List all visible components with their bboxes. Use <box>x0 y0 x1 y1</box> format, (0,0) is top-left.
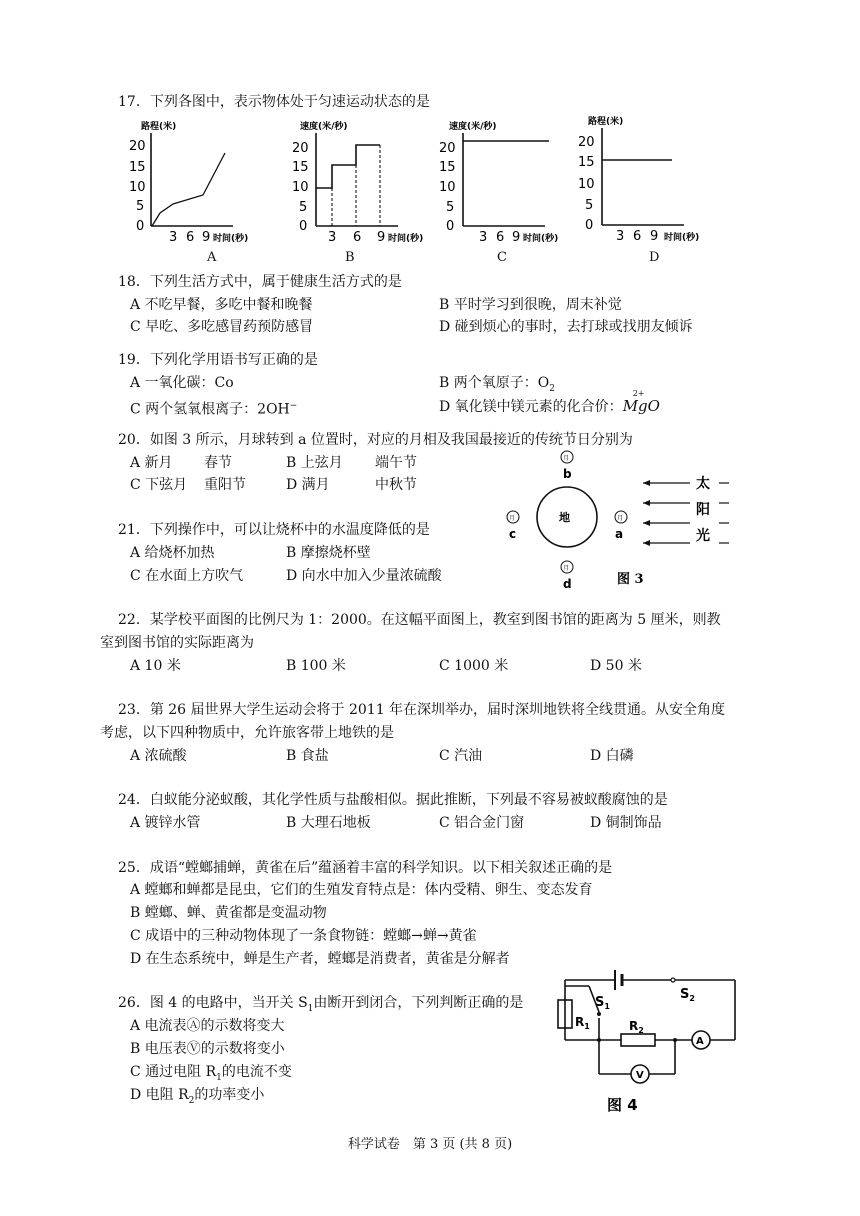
q24-option-a: A 镀锌水管 <box>130 815 201 831</box>
moon-label: 月 <box>563 565 570 572</box>
ytick: 15 <box>292 160 309 175</box>
ytick: 15 <box>439 160 456 175</box>
ytick: 0 <box>446 219 455 234</box>
q21-stem: 21．下列操作中，可以让烧杯中的水温度降低的是 <box>118 522 430 538</box>
q26-option-a: A 电流表Ⓐ的示数将变大 <box>130 1018 285 1034</box>
xlabel: 时间(秒) <box>523 234 559 244</box>
earth-label: 地 <box>559 511 570 524</box>
q18-option-d: D 碰到烦心的事时，去打球或找朋友倾诉 <box>439 319 693 335</box>
q17-graph-c <box>425 115 585 245</box>
q20-option-b-phase: B 上弦月 <box>286 455 343 471</box>
xtick: 3 <box>479 230 488 245</box>
q18-stem: 18．下列生活方式中，属于健康生活方式的是 <box>118 274 402 290</box>
q25-option-b: B 螳螂、蝉、黄雀都是变温动物 <box>130 905 327 921</box>
s2-label: $S_2$ <box>680 987 695 1003</box>
xtick: 9 <box>650 229 659 244</box>
xtick: 3 <box>616 229 625 244</box>
q21-option-b: B 摩擦烧杯壁 <box>286 545 371 561</box>
q20-option-b-festival: 端午节 <box>375 455 417 471</box>
pos-d: d <box>563 577 572 591</box>
xtick: 9 <box>202 230 211 245</box>
pos-b: b <box>563 467 572 481</box>
xtick: 6 <box>496 230 505 245</box>
ytick: 10 <box>578 177 595 192</box>
q23-option-a: A 浓硫酸 <box>130 748 187 764</box>
q23-option-c: C 汽油 <box>439 748 483 764</box>
figure-4-caption: 图 4 <box>607 1096 638 1114</box>
ytick: 5 <box>136 199 145 214</box>
ytick: 20 <box>129 139 146 154</box>
q25-stem: 25．成语“螳螂捕蝉，黄雀在后”蕴涵着丰富的科学知识。以下相关叙述正确的是 <box>118 860 613 876</box>
q18-option-b: B 平时学习到很晚，周末补觉 <box>439 297 622 313</box>
q21-option-d: D 向水中加入少量浓硫酸 <box>286 568 442 584</box>
q21-option-c: C 在水面上方吹气 <box>130 568 244 584</box>
q20-option-d-phase: D 满月 <box>286 477 330 493</box>
q19-option-d: D 氧化镁中镁元素的化合价： 2+ MgO <box>439 396 660 417</box>
q19-option-b: B 两个氧原子：$O_2$ <box>439 375 555 394</box>
pos-c: c <box>509 527 517 541</box>
ytick: 15 <box>129 160 146 175</box>
xtick: 6 <box>353 230 362 245</box>
xtick: 6 <box>633 229 642 244</box>
moon-label: 月 <box>563 455 570 462</box>
ytick: 20 <box>578 135 595 150</box>
q25-option-c: C 成语中的三种动物体现了一条食物链：螳螂→蝉→黄雀 <box>130 928 477 944</box>
xlabel: 时间(秒) <box>213 234 249 244</box>
xtick: 9 <box>377 230 386 245</box>
s1-label: $S_1$ <box>595 995 610 1011</box>
ytick: 20 <box>292 141 309 156</box>
figure-3-moon-orbit <box>495 445 765 595</box>
q22-line-1: 22．某学校平面图的比例尺为 1：2000。在这幅平面图上，教室到图书馆的距离为 5 厘米，则教 <box>118 612 721 628</box>
q17-stem: 17．下列各图中，表示物体处于匀速运动状态的是 <box>118 94 430 110</box>
ytick: 10 <box>439 180 456 195</box>
sunlight-label-3: 光 <box>696 528 710 544</box>
xtick: 9 <box>512 230 521 245</box>
velocity-steps <box>316 145 380 188</box>
q19-option-a: A 一氧化碳：Co <box>130 375 234 391</box>
q20-option-c-phase: C 下弦月 <box>130 477 188 493</box>
q17-graph-b <box>280 115 440 245</box>
ammeter-label: A <box>696 1036 704 1047</box>
q17-graph-a <box>115 115 275 245</box>
q19-stem: 19．下列化学用语书写正确的是 <box>118 352 318 368</box>
xlabel: 时间(秒) <box>388 234 424 244</box>
valence-mark: 2+ <box>632 389 645 398</box>
ytick: 0 <box>585 218 594 233</box>
xlabel: 时间(秒) <box>664 233 700 243</box>
q17-caption-a: A <box>207 250 217 265</box>
q23-option-d: D 白磷 <box>590 748 634 764</box>
q23-line-1: 23．第 26 届世界大学生运动会将于 2011 年在深圳举办，届时深圳地铁将全线贯通。从安全角度 <box>118 702 726 718</box>
ylabel: 速度(米/秒) <box>300 122 348 132</box>
page-footer: 科学试卷 第 3 页 (共 8 页) <box>347 1137 513 1152</box>
q22-option-c: C 1000 米 <box>439 658 509 674</box>
moon-label: 月 <box>617 515 624 522</box>
ylabel: 路程(米) <box>141 122 177 132</box>
q17-caption-c: C <box>497 250 507 265</box>
ytick: 5 <box>299 200 308 215</box>
sunlight-arrows <box>643 483 729 543</box>
ytick: 20 <box>439 141 456 156</box>
q20-option-a-phase: A 新月 <box>130 455 173 471</box>
moon-label: 月 <box>509 515 516 522</box>
q22-option-d: D 50 米 <box>590 658 642 674</box>
q20-stem: 20．如图 3 所示，月球转到 a 位置时，对应的月相及我国最接近的传统节日分别为 <box>118 432 633 448</box>
q25-option-d: D 在生态系统中，蝉是生产者，螳螂是消费者，黄雀是分解者 <box>130 951 510 967</box>
ylabel: 速度(米/秒) <box>449 122 497 132</box>
q17-caption-d: D <box>649 250 660 265</box>
r2-label: $R_2$ <box>629 1019 644 1035</box>
q25-option-a: A 螳螂和蝉都是昆虫，它们的生殖发育特点是：体内受精、卵生、变态发育 <box>130 882 593 898</box>
ylabel: 路程(米) <box>588 117 624 127</box>
figure-4-circuit <box>555 962 755 1122</box>
ytick: 5 <box>585 198 594 213</box>
q26-stem: 26．图 4 的电路中，当开关 $S_1$由断开到闭合，下列判断正确的是 <box>118 995 524 1014</box>
q26-option-d: D 电阻 $R_2$的功率变小 <box>130 1087 265 1106</box>
q17-graph-d <box>568 110 718 245</box>
sunlight-label-1: 太 <box>696 476 710 492</box>
q24-stem: 24．白蚁能分泌蚁酸，其化学性质与盐酸相似。据此推断，下列最不容易被蚁酸腐蚀的是 <box>118 792 668 808</box>
ytick: 0 <box>136 219 145 234</box>
q20-option-d-festival: 中秋节 <box>375 477 417 493</box>
voltmeter-label: V <box>636 1070 644 1081</box>
q24-option-c: C 铝合金门窗 <box>439 815 525 831</box>
q26-option-b: B 电压表Ⓥ的示数将变小 <box>130 1041 285 1057</box>
q24-option-d: D 铜制饰品 <box>590 815 662 831</box>
sunlight-label-2: 阳 <box>696 502 710 518</box>
figure-3-caption: 图 3 <box>617 572 644 587</box>
q20-option-c-festival: 重阳节 <box>204 477 246 493</box>
pos-a: a <box>615 527 624 541</box>
ytick: 0 <box>299 219 308 234</box>
xtick: 3 <box>169 230 178 245</box>
ytick: 15 <box>578 155 595 170</box>
r1-label: $R_1$ <box>575 1015 590 1031</box>
q18-option-a: A 不吃早餐，多吃中餐和晚餐 <box>130 297 313 313</box>
q21-option-a: A 给烧杯加热 <box>130 545 215 561</box>
ytick: 10 <box>129 180 146 195</box>
q17-caption-b: B <box>345 250 355 265</box>
q24-option-b: B 大理石地板 <box>286 815 371 831</box>
xtick: 3 <box>328 230 337 245</box>
path-curve <box>152 153 225 226</box>
q22-option-b: B 100 米 <box>286 658 346 674</box>
q22-line-2: 室到图书馆的实际距离为 <box>100 635 254 651</box>
q20-option-a-festival: 春节 <box>204 455 232 471</box>
q23-line-2: 考虑，以下四种物质中，允许旅客带上地铁的是 <box>100 725 394 741</box>
q19-option-c: C 两个氢氧根离子：2OH− <box>130 401 298 418</box>
ytick: 5 <box>446 200 455 215</box>
q18-option-c: C 早吃、多吃感冒药预防感冒 <box>130 319 314 335</box>
q23-option-b: B 食盐 <box>286 748 329 764</box>
q22-option-a: A 10 米 <box>130 658 181 674</box>
xtick: 6 <box>186 230 195 245</box>
q26-option-c: C 通过电阻 $R_1$的电流不变 <box>130 1064 292 1083</box>
ytick: 10 <box>292 180 309 195</box>
arrow-heads <box>643 480 650 546</box>
